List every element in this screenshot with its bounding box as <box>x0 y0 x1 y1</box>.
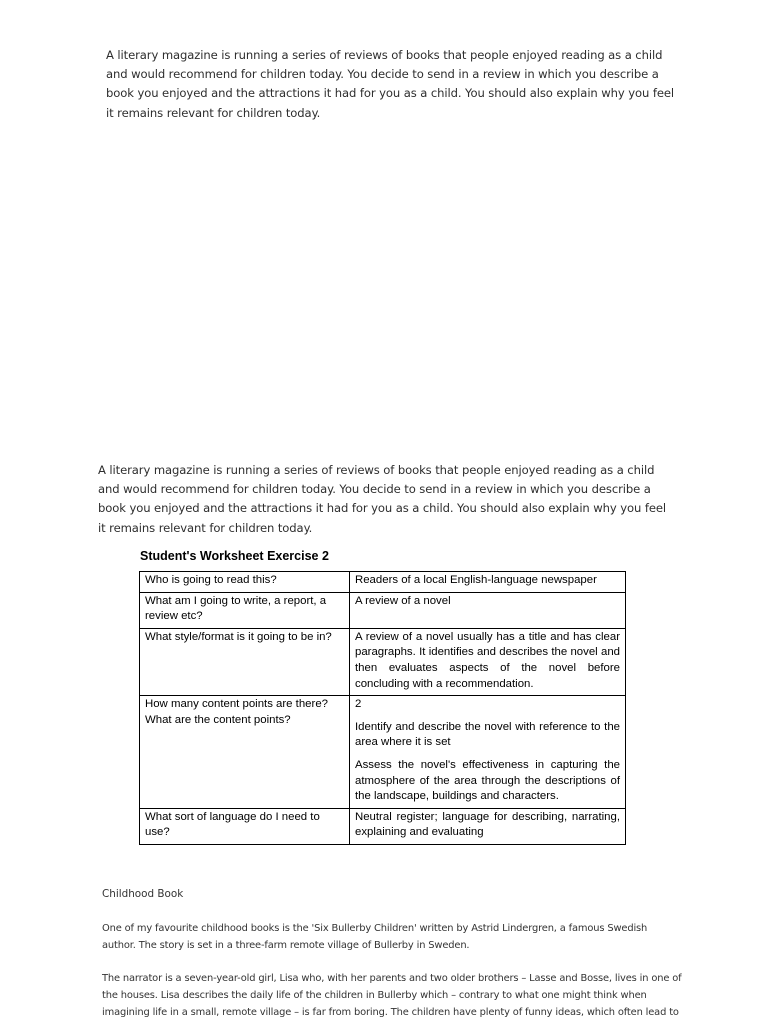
worksheet-title: Student's Worksheet Exercise 2 <box>140 549 329 563</box>
worksheet-table <box>139 571 626 845</box>
table-row <box>140 696 626 809</box>
answer-text: A review of a novel <box>355 594 451 607</box>
answer-text: Identify and describe the novel with reference to the area where it is set <box>355 720 620 749</box>
essay-paragraph: One of my favourite childhood books is the 'Six Bullerby Children' written by Astrid Lindergren, a famous Swedish author. The story is set in a three-farm remote village of Bullerby in Sweden. <box>102 923 648 951</box>
worksheet-answer <box>350 696 626 809</box>
answer-text: Neutral register; language for describing, narrating, explaining and evaluating <box>355 810 620 839</box>
worksheet-question: What am I going to write, a report, a review etc? <box>140 592 350 628</box>
worksheet-answer <box>350 628 626 695</box>
answer-text: Assess the novel's effectiveness in capturing the atmosphere of the area through the descriptions of the landscape, buildings and characters. <box>355 758 620 803</box>
worksheet-answer <box>350 572 626 593</box>
worksheet-question: Who is going to read this? <box>140 572 350 593</box>
essay-title: Childhood Book <box>102 888 184 900</box>
essay-paragraph: The narrator is a seven-year-old girl, Lisa who, with her parents and two older brothers – Lasse and Bosse, lives in one of the houses. Lisa describes the daily life of the children in Bullerby which – contrary to what one might think when imagining life in a small, remote village – is far from boring. The children have plenty of funny ideas, which often lead to <box>102 973 682 1018</box>
worksheet-question: What style/format is it going to be in? <box>140 628 350 695</box>
table-row <box>140 808 626 844</box>
table-row <box>140 592 626 628</box>
answer-text: 2 <box>355 698 362 711</box>
answer-text: Readers of a local English-language newspaper <box>355 574 597 586</box>
worksheet-answer <box>350 808 626 844</box>
worksheet-question: What sort of language do I need to use? <box>140 808 350 844</box>
worksheet-question: How many content points are there? What are the content points? <box>140 696 350 809</box>
assignment-prompt-middle: A literary magazine is running a series of reviews of books that people enjoyed reading as a child and would recommend for children today. You decide to send in a review in which you describe a book you enjoyed and the attractions it had for you as a child. You should also explain why you feel it remains relevant for children today. <box>98 463 667 535</box>
assignment-prompt-top: A literary magazine is running a series of reviews of books that people enjoyed reading as a child and would recommend for children today. You decide to send in a review in which you describe a book you enjoyed and the attractions it had for you as a child. You should also explain why you feel it remains relevant for children today. <box>106 48 675 120</box>
table-row <box>140 628 626 695</box>
worksheet-answer <box>350 592 626 628</box>
table-row <box>140 572 626 593</box>
answer-text: A review of a novel usually has a title and has clear paragraphs. It identifies and describes the novel and then evaluates aspects of the novel before concluding with a recommendation. <box>355 630 620 690</box>
